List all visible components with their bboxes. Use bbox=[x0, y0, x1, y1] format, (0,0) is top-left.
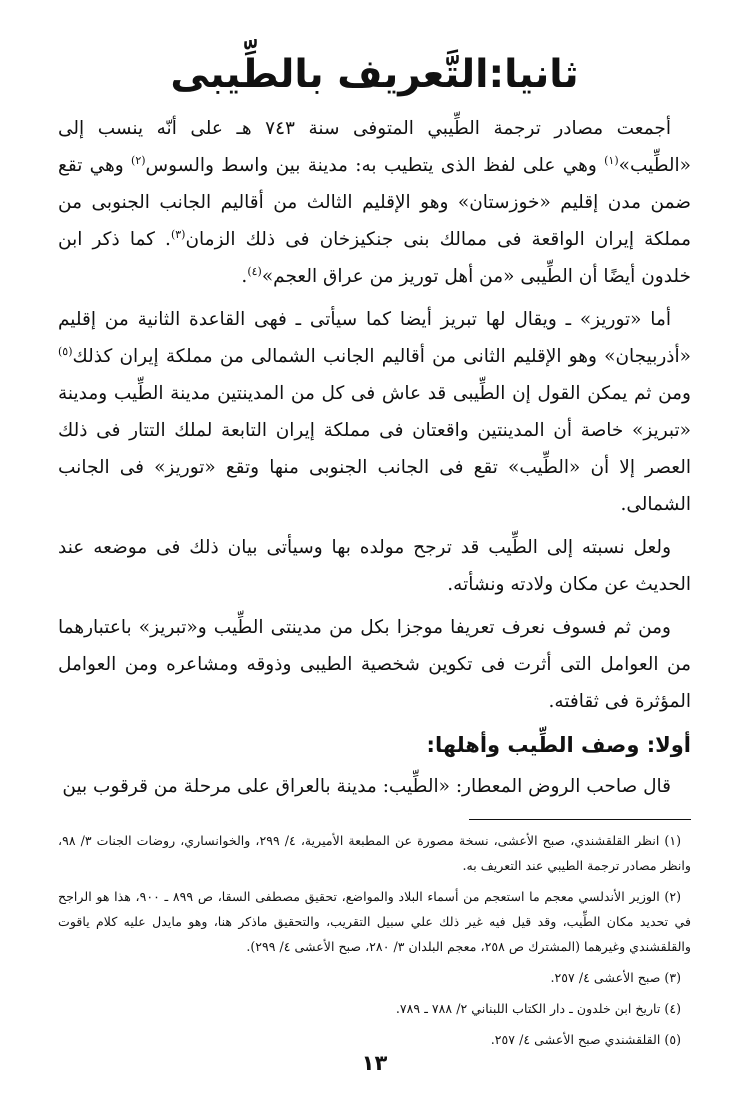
paragraph-3: ولعل نسبته إلى الطِّيب قد ترجح مولده بها وسيأتى بيان ذلك فى موضعه عند الحديث عن مكان ولادته ونشأته. bbox=[58, 537, 691, 595]
footnote-1: (١) انظر القلقشندي، صبح الأعشى، نسخة مصورة عن المطبعة الأميرية، ٤/ ٢٩٩، والخوانساري، روضات الجنات ٣/ ٩٨، وانظر مصادر ترجمة الطيبي عند التعريف به. bbox=[58, 833, 691, 873]
paragraph-2: أما «توريز» ـ ويقال لها تبريز أيضا كما سيأتى ـ فهى القاعدة الثانية من إقليم «أذربيجان» وهو الإقليم الثانى من أقاليم الجانب الشمالى من مملكة إيران كذلك$^{(٥)}$ ومن ثم يمكن القول إن الطِّيبى قد عاش فى كل من المدينتين مدينة الطِّيب ومدينة «تبريز» خاصة أن المدينتين واقعتان فى مملكة إيران التابعة لملك التتار فى ذلك العصر إلا أن «الطِّيب» تقع فى الجانب الجنوبى منها وتقع «توريز» فى الجانب الشمالى. bbox=[58, 309, 691, 515]
page-title: ثانيا:التَّعريف بالطِّيبى bbox=[170, 52, 579, 97]
paragraph-5: قال صاحب الروض المعطار: «الطِّيب: مدينة بالعراق على مرحلة من قرقوب بين bbox=[62, 776, 671, 797]
footnote-4: (٤) تاريخ ابن خلدون ـ دار الكتاب اللبناني ٢/ ٧٨٨ ـ ٧٨٩. bbox=[395, 1001, 681, 1016]
paragraph-4: ومن ثم فسوف نعرف تعريفا موجزا بكل من مدينتى الطِّيب و«تبريز» باعتبارهما من العوامل التى أثرت فى تكوين شخصية الطيبى وذوقه ومشاعره ومن العوامل المؤثرة فى ثقافته. bbox=[58, 617, 691, 712]
footnote-divider bbox=[469, 819, 691, 820]
footnote-ref-3: (٣) bbox=[170, 227, 186, 241]
main-text bbox=[58, 110, 691, 805]
paragraph-1: أجمعت مصادر ترجمة الطِّيبي المتوفى سنة ٧٤٣ هـ على أنّه ينسب إلى «الطِّيب»$^{(١)}$ وهي على لفظ الذى يتطيب به: مدينة بين واسط والسوس$^{(٢)}$ وهي تقع ضمن مدن إقليم «خوزستان» وهو الإقليم الثالث من أقاليم الجانب الجنوبى من مملكة إيران الواقعة فى ممالك بنى جنكيزخان فى ذلك الزمان$^{(٣)}$. كما ذكر ابن خلدون أيضًا أن الطِّيبى «من أهل توريز من عراق العجم»$^{(٤)}$. bbox=[58, 118, 691, 287]
footnote-5: (٥) القلقشندي صبح الأعشى ٤/ ٢٥٧. bbox=[490, 1032, 681, 1047]
footnote-ref-4: (٤) bbox=[247, 264, 262, 278]
footnote-ref-2: (٢) bbox=[131, 153, 146, 167]
page-number: ١٣ bbox=[361, 1051, 388, 1075]
section-heading: أولا: وصف الطِّيب وأهلها: bbox=[426, 733, 691, 757]
footnote-ref-5: (٥) bbox=[58, 344, 73, 358]
footnote-3: (٣) صبح الأعشى ٤/ ٢٥٧. bbox=[550, 970, 681, 985]
footnotes bbox=[58, 828, 691, 1052]
footnote-ref-1: (١) bbox=[604, 153, 619, 167]
footnote-2: (٢) الوزير الأندلسي معجم ما استعجم من أسماء البلاد والمواضع، تحقيق مصطفى السقا، ص ٨٩٩ ـ ٩٠٠، هذا هو الراجح في تحديد مكان الطِّيب، وقد قيل فيه غير ذلك علي سبيل التقريب، والتحقيق ماذكر هنا، وهو مايدل عليه كلام ياقوت والقلقشندي وغيرهما (المشترك ص ٢٥٨، معجم البلدان ٣/ ٢٨٠، صبح الأعشى ٤/ ٢٩٩). bbox=[58, 889, 691, 954]
